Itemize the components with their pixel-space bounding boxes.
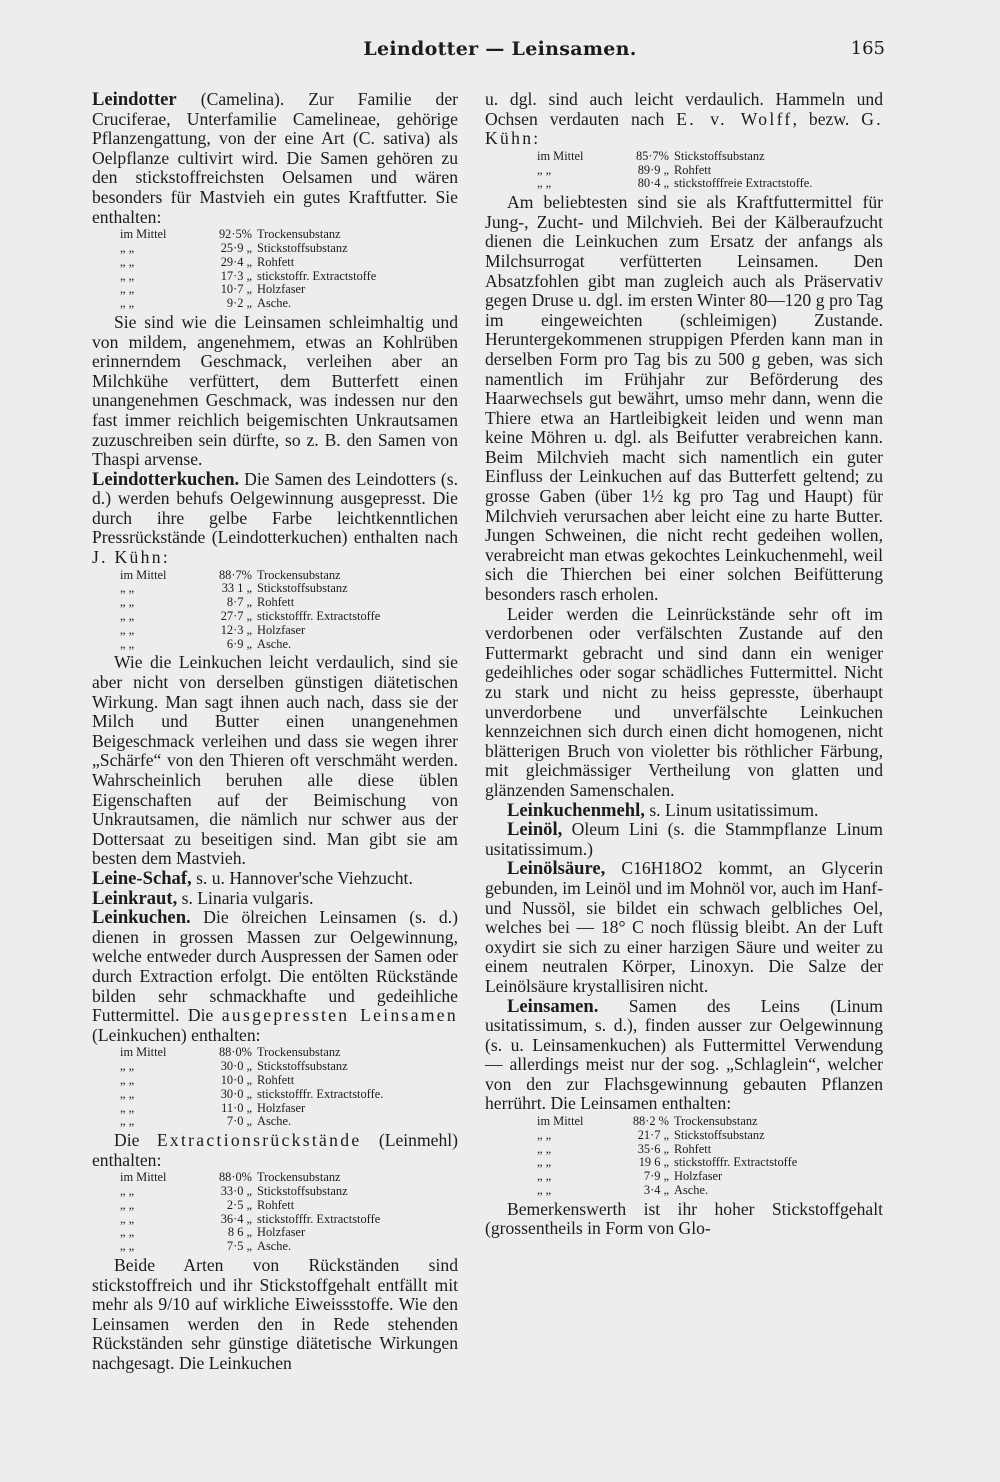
row-description: Asche. [674,1183,709,1198]
row-value: 6·9 „ [226,636,252,651]
row-description: stickstofffr. Extractstoffe [257,609,381,624]
row-label: „ „ [537,1169,552,1184]
row-label: „ „ [120,240,135,255]
paragraph: Beide Arten von Rückständen sind stickstoffreich und ihr Stickstoffgehalt entfällt mit mehr als 9/10 auf wirkliche Eiweissstoffe. Wie den Leinsamen werden den in Rede stehenden Rückständen sehr günstige diätetische Wirkungen nachgesagt. Die Leinkuchen [92,1255,458,1374]
row-label: im Mittel [120,1170,167,1185]
right-column [485,90,883,1239]
row-description: Rohfett [674,1141,712,1156]
table-row [120,624,458,638]
text: Die [114,1130,157,1151]
table-row [120,582,458,596]
spaced-text: ausgepressten Leinsamen [221,1005,459,1026]
row-description: Rohfett [257,254,295,269]
row-value: 11·0 „ [221,1100,252,1115]
entry-text-end: (Leinkuchen) enthalten: [92,1024,261,1045]
paragraph: Am beliebtesten sind sie als Kraftfuttermittel für Jung-, Zucht- und Milchvieh. Bei der Kälberaufzucht dienen die Leinkuchen zum Ersatz der anfangs als Milchsurrogat verfütterten Leinsamen. Den Absatzfohlen gibt man zugleich auch als Präservativ gegen Druse u. dgl. im ersten Winter 80—120 g pro Tag im eingeweichten (schleimigen) Zustande. Heruntergekommenen struppigen Pferden kann man in derselben Form pro Tag bis zu 500 g geben, was sich namentlich im Frühjahr zur Beförderung des Haarwechsels gut bewährt, umso mehr dann, wenn die Thiere etwa an Hartleibigkeit leiden und wenn man keine Möhren u. dgl. als Beifutter verabreichen kann. Beim Milchvieh macht sich namentlich ein guter Einfluss der Leinkuchen auf das Butterfett geltend; zu grosse Gaben (über 1½ kg pro Tag und Haupt) für Milchvieh verursachen aber leicht eine zu harte Butter. Jungen Schweinen, die nicht recht gedeihen wollen, verabreicht man etwas gekochtes Leinkuchenmehl, weil sich die Thierchen bei einer solchen Beifütterung besonders rasch erholen. [485,192,883,605]
row-value: 33·0 „ [220,1184,252,1199]
headword: Leinöl, [507,819,563,841]
entry-text: Die Samen des Leindotters (s. d.) werden behufs Oelgewinnung ausgepresst. Die durch ihre gelbe Farbe leichtkenntlichen Pressrückstände (Leindotterkuchen) enthalten nach [92,468,458,548]
table-row [120,610,458,624]
row-value: 92·5% [218,227,252,242]
table-row [120,1088,458,1102]
row-label: „ „ [537,162,552,177]
row-description: Holzfaser [257,1100,306,1115]
entry-leinkuchenmehl [485,801,883,821]
row-description: Holzfaser [674,1169,723,1184]
left-column [92,90,458,1374]
table-row [120,569,458,583]
entry-leinsamen [485,997,883,1115]
table-row [120,1102,458,1116]
row-description: Asche. [257,1239,292,1254]
paragraph: Sie sind wie die Leinsamen schleimhaltig und von mildem, angenehmem, etwas an Kohlrüben erinnerndem Geschmack, verleihen aber an Milchkühe verfüttert, dem Butterfett einen unangenehmen Geschmack, was indessen nur den fast immer reichlich beigemischten Unkrautsamen zuzuschreiben sein dürfte, so z. B. den Samen von Thaspi arvense. [92,311,458,470]
headword: Leine-Schaf, [92,867,192,889]
headword: Leinölsäure, [507,858,606,880]
row-label: „ „ [120,1072,135,1087]
row-value: 80·4 „ [637,176,669,191]
table-row [120,270,458,284]
table-row [120,638,458,652]
row-description: Holzfaser [257,282,306,297]
row-description: Stickstoffsubstanz [674,148,765,163]
row-description: Holzfaser [257,1225,306,1240]
composition-table [92,1171,458,1254]
row-label: „ „ [120,282,135,297]
row-description: Trockensubstanz [257,1045,341,1060]
row-value: 8·7 „ [226,595,252,610]
row-description: stickstofffr. Extractstoffe. [257,1086,384,1101]
row-value: 3·4 „ [643,1183,669,1198]
row-label: „ „ [120,1059,135,1074]
table-row [120,242,458,256]
row-description: Asche. [257,636,292,651]
composition-table [92,228,458,311]
table-row [120,256,458,270]
row-value: 88·0% [218,1045,252,1060]
row-value: 30·0 „ [220,1059,252,1074]
row-label: „ „ [120,636,135,651]
headword: Leinkuchen. [92,907,191,929]
row-description: stickstofffreie Extractstoffe. [674,176,813,191]
entry-text: Oleum Lini (s. die Stammpflanze Linum usitatissimum.) [485,819,883,859]
row-value: 35·6 „ [637,1141,669,1156]
row-label: „ „ [120,268,135,283]
paragraph: Leider werden die Leinrückstände sehr oft im verdorbenen oder verfälschten Zustande auf den Futtermarkt gebracht und sind dann ein weniger gedeihliches oder sogar schädliches Futtermittel. Nicht zu stark und nicht zu heiss gepresste, überhaupt unverdorbene und unverfälschte Leinkuchen kennzeichnen sich durch einen dicht homogenen, nicht blätterigen Bruch von violetter bis röthlicher Färbung, mit gleichmässiger Vertheilung von glatten und glänzenden Samenschalen. [485,603,883,800]
row-label: „ „ [120,1197,135,1212]
row-description: Trockensubstanz [257,1170,341,1185]
entry-leinoelsaeure [485,859,883,996]
row-description: stickstofffr. Extractstoffe [674,1155,798,1170]
entry-leinkraut [92,889,458,909]
entry-leinkuchen [92,908,458,1045]
row-label: im Mittel [120,1045,167,1060]
row-value: 10·0 „ [220,1072,252,1087]
table-row [120,228,458,242]
row-value: 27·7 „ [220,609,252,624]
table-row [537,1115,883,1129]
table-row [120,1171,458,1185]
entry-text: Samen des Leins (Linum usitatissimum, s. d.), finden ausser zur Oelgewinnung (s. u. Leinsamenkuchen) als Futtermittel Verwendung — allerdings meist nur der sog. „Schlaglein“, welcher von den zur Flachsgewinnung gebauten Pflanzen herrührt. Die Leinsamen enthalten: [485,995,883,1114]
row-label: „ „ [120,1225,135,1240]
row-value: 7·5 „ [226,1239,252,1254]
author-name: E. v. Wolff [676,108,793,129]
row-description: Rohfett [257,1072,295,1087]
entry-text: s. u. Hannover'sche Viehzucht. [191,867,413,888]
row-label: „ „ [120,609,135,624]
table-row [120,1199,458,1213]
table-row [537,150,883,164]
table-row [120,1060,458,1074]
row-label: „ „ [120,254,135,269]
entry-leine-schaf [92,869,458,889]
row-label: „ „ [120,1114,135,1129]
row-description: Rohfett [257,595,295,610]
headword: Leindotterkuchen. [92,468,240,490]
row-value: 88·2 % [632,1114,669,1129]
row-value: 85·7% [635,148,669,163]
table-row [537,1129,883,1143]
punctuation: : [533,128,539,149]
row-value: 7·0 „ [226,1114,252,1129]
row-value: 17·3 „ [220,268,252,283]
headword: Leinkuchenmehl, [507,799,645,821]
row-description: Stickstoffsubstanz [257,1184,348,1199]
row-label: „ „ [537,1155,552,1170]
table-row [537,1156,883,1170]
row-label: „ „ [537,1127,552,1142]
entry-leindotter [92,90,458,227]
row-label: „ „ [120,1211,135,1226]
row-label: im Mittel [120,567,167,582]
row-value: 30·0 „ [220,1086,252,1101]
row-label: „ „ [120,581,135,596]
row-value: 10·7 „ [220,282,252,297]
row-value: 33 1 „ [221,581,252,596]
paragraph: Bemerkenswerth ist ihr hoher Stickstoffgehalt (grossentheils in Form von Glo- [485,1198,883,1239]
row-value: 21·7 „ [637,1127,669,1142]
row-value: 8 6 „ [227,1225,252,1240]
row-label: „ „ [120,1184,135,1199]
spaced-text: Extractionsrückstände [156,1130,362,1151]
row-value: 25·9 „ [220,240,252,255]
text: (Leinmehl) enthalten: [92,1130,458,1170]
table-row [537,1170,883,1184]
table-row [537,164,883,178]
row-value: 9·2 „ [226,296,252,311]
row-value: 12·3 „ [220,622,252,637]
entry-text: C16H18O2 kommt, an Glycerin gebunden, im Leinöl und im Mohnöl vor, auch im Hanf- und Nussöl, sie bildet ein schwach gelbliches Oel, welches bei — 18° C noch flüssig bleibt. An der Luft oxydirt sie sich zu einer harzigen Säure und weiter zu einem neutralen Körper, Linoxyn. Die Salze der Leinölsäure krystallisiren nicht. [485,858,883,996]
headword: Leindotter [92,89,177,110]
row-value: 36·4 „ [220,1211,252,1226]
table-row [120,1074,458,1088]
table-row [120,1240,458,1254]
author-name: G. Kühn [485,108,883,149]
row-label: „ „ [120,1100,135,1115]
table-row [120,297,458,311]
row-label: „ „ [120,1239,135,1254]
row-label: „ „ [120,1086,135,1101]
page-number: 165 [850,38,885,59]
paragraph: Wie die Leinkuchen leicht verdaulich, sind sie aber nicht von derselben günstigen diätetischen Wirkung. Man sagt ihnen auch nach, dass sie der Milch und Butter einen unangenehmen Beigeschmack verleihen und dass sie wegen ihrer „Schärfe“ von den Thieren oft verschmäht werden. Wahrscheinlich beruhen alle diese üblen Eigenschaften auf der Beimischung von Unkrautsamen, die nämlich nur schwer aus der Dottersaat zu beseitigen sind. Man gibt sie am besten dem Mastvieh. [92,652,458,869]
row-description: Stickstoffsubstanz [257,240,348,255]
row-description: Stickstoffsubstanz [257,581,348,596]
table-row [537,1184,883,1198]
row-description: Trockensubstanz [674,1114,758,1129]
row-label: „ „ [120,622,135,637]
entry-leindotterkuchen [92,470,458,568]
text: u. dgl. sind auch leicht verdaulich. Hammeln und Ochsen verdauten nach [485,89,883,129]
row-description: Asche. [257,1114,292,1129]
table-row [120,283,458,297]
paragraph [485,90,883,149]
row-value: 7·9 „ [643,1169,669,1184]
row-description: Stickstoffsubstanz [674,1127,765,1142]
table-row [120,1115,458,1129]
author-name: J. Kühn [92,547,163,568]
entry-text: Die ölreichen Leinsamen (s. d.) dienen in grossen Massen zur Oelgewinnung, welche entweder durch Auspressen der Samen oder durch Extraction erfolgt. Die entölten Rückstände bilden sehr schmackhafte und gedeihliche Futtermittel. Die [92,907,458,1026]
paragraph [92,1131,458,1170]
row-value: 29·4 „ [220,254,252,269]
row-label: im Mittel [537,148,584,163]
row-value: 89·9 „ [637,162,669,177]
row-value: 2·5 „ [226,1197,252,1212]
headword: Leinkraut, [92,887,178,909]
row-description: Stickstoffsubstanz [257,1059,348,1074]
row-value: 88·0% [218,1170,252,1185]
row-description: Asche. [257,296,292,311]
row-description: stickstoffr. Extractstoffe [257,268,377,283]
punctuation: : [162,547,168,568]
table-row [120,1213,458,1227]
row-value: 19 6 „ [638,1155,669,1170]
row-label: „ „ [120,595,135,610]
composition-table [92,569,458,652]
entry-leinoel [485,820,883,859]
entry-text: (Camelina). Zur Familie der Cruciferae, Unterfamilie Camelineae, gehörige Pflanzengattung, von der eine Art (C. sativa) als Oelpflanze cultivirt wird. Die Samen gehören zu den stickstoffreichsten Oelsamen und wären besonders für Mastvieh ein gutes Kraftfutter. Sie enthalten: [92,89,458,227]
table-row [120,1046,458,1060]
text: , bezw. [792,108,862,129]
table-row [537,177,883,191]
row-label: im Mittel [537,1114,584,1129]
page-header [0,38,1000,64]
table-row [120,1226,458,1240]
digestibility-table [485,150,883,191]
row-label: „ „ [120,296,135,311]
composition-table [485,1115,883,1198]
row-description: Holzfaser [257,622,306,637]
row-description: Trockensubstanz [257,227,341,242]
running-title: Leindotter — Leinsamen. [363,38,637,60]
headword: Leinsamen. [507,995,599,1017]
entry-text: s. Linaria vulgaris. [177,887,314,908]
table-row [537,1143,883,1157]
row-label: „ „ [537,176,552,191]
row-label: „ „ [537,1141,552,1156]
table-row [120,596,458,610]
composition-table [92,1046,458,1129]
table-row [120,1185,458,1199]
row-description: Trockensubstanz [257,567,341,582]
row-description: Rohfett [257,1197,295,1212]
row-label: im Mittel [120,227,167,242]
row-label: „ „ [537,1183,552,1198]
row-value: 88·7% [218,567,252,582]
row-description: Rohfett [674,162,712,177]
entry-text: s. Linum usitatissimum. [644,799,819,820]
row-description: stickstofffr. Extractstoffe [257,1211,381,1226]
